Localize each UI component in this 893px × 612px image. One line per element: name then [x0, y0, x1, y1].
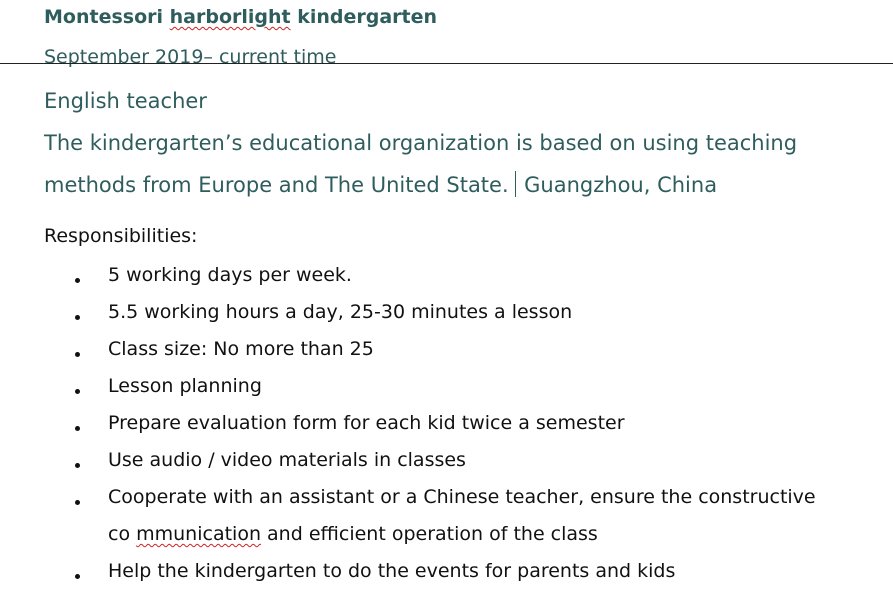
- bullet-icon: [75, 463, 80, 468]
- bullet-icon: [75, 315, 80, 320]
- continuation-suffix: and efficient operation of the class: [261, 523, 598, 545]
- continuation-misspelled-word[interactable]: mmunication: [136, 523, 261, 545]
- list-item-text: Prepare evaluation form for each kid twice a semester: [108, 412, 625, 434]
- bullet-icon: [75, 574, 80, 579]
- list-item-text: Lesson planning: [108, 375, 262, 397]
- list-item: [0, 560, 893, 597]
- continuation-prefix: co: [108, 523, 137, 545]
- separator-bar: [515, 171, 517, 197]
- list-item-text: 5.5 working hours a day, 25-30 minutes a lesson: [108, 301, 573, 323]
- responsibilities-heading: Responsibilities:: [44, 225, 198, 247]
- list-item-text: Cooperate with an assistant or a Chinese teacher, ensure the constructive: [108, 486, 816, 508]
- organization-prefix: Montessori: [44, 6, 170, 28]
- bullet-icon: [75, 389, 80, 394]
- responsibilities-list: [0, 264, 893, 597]
- organization-suffix: kindergarten: [290, 6, 438, 28]
- list-item-text: Class size: No more than 25: [108, 338, 374, 360]
- bullet-icon: [75, 278, 80, 283]
- description-line-2: [44, 171, 717, 197]
- list-item: [0, 486, 893, 560]
- list-item-text: Help the kindergarten to do the events for parents and kids: [108, 560, 676, 582]
- description-line-1: The kindergarten’s educational organization is based on using teaching: [44, 131, 798, 155]
- list-item: [0, 301, 893, 338]
- section-divider: [0, 63, 893, 64]
- list-item: [0, 338, 893, 375]
- list-item: [0, 412, 893, 449]
- organization-name: [44, 6, 437, 28]
- bullet-icon: [75, 352, 80, 357]
- list-item: [0, 264, 893, 301]
- employment-dates: September 2019– current time: [44, 46, 337, 68]
- list-item: [0, 375, 893, 412]
- list-item-continuation: [108, 523, 598, 545]
- list-item-text: Use audio / video materials in classes: [108, 449, 466, 471]
- description-text: methods from Europe and The United State.: [44, 173, 509, 197]
- list-item: [0, 449, 893, 486]
- list-item-text: 5 working days per week.: [108, 264, 352, 286]
- organization-misspelled-word[interactable]: harborlight: [169, 6, 291, 28]
- job-title: English teacher: [44, 89, 207, 113]
- location: Guangzhou, China: [524, 173, 718, 197]
- bullet-icon: [75, 426, 80, 431]
- bullet-icon: [75, 500, 80, 505]
